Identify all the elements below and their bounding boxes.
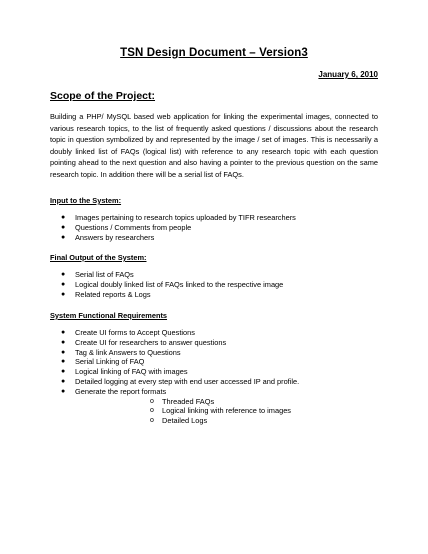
bullet-icon: ● (61, 271, 66, 278)
list-item: ● Tag & link Answers to Questions (61, 347, 181, 357)
bullet-icon: ● (61, 348, 66, 356)
list-item: ● Serial list of FAQs (61, 270, 134, 279)
list-item: ● Related reports & Logs (61, 289, 151, 299)
sub-list-item: o Threaded FAQs (150, 396, 215, 406)
bullet-icon: ● (61, 387, 66, 395)
input-list (0, 213, 296, 242)
document-date: January 6, 2010 (318, 70, 378, 79)
bullet-icon: ● (61, 338, 66, 346)
list-item: ● Create UI forms to Accept Questions (61, 328, 195, 337)
sub-list-item: o Detailed Logs (150, 416, 208, 426)
scope-paragraph: Building a PHP/ MySQL based web application for linking the experimental images, connected to various research topics, to the list of frequently asked questions / discussions about the research topic in question symbolized by and represented by the image / set of images. This is necessarily a doubly linked list of FAQs (logical list) with reference to any research topic with each question pointing ahead to the next question and also having a pointer to the previous question on the same research topic. In addition there will be a serial list of FAQs. (50, 112, 378, 179)
sub-list-item: o Logical linking with reference to images (150, 406, 291, 416)
input-heading: Input to the System: (50, 196, 122, 205)
output-list (0, 270, 283, 299)
list-item: ● Logical doubly linked list of FAQs linked to the respective image (61, 279, 284, 289)
list-item: ● Generate the report formats o Threaded FAQs o Logical linking with reference to images o Detailed Logs (0, 387, 299, 426)
list-item: ● Images pertaining to research topics uploaded by TIFR researchers (61, 213, 296, 222)
bullet-icon: ● (61, 290, 66, 298)
requirements-heading: System Functional Requirements (50, 311, 168, 320)
bullet-icon: ● (61, 223, 66, 231)
bullet-icon: ● (61, 280, 66, 288)
list-item: ● Detailed logging at every step with end user accessed IP and profile. (61, 376, 300, 386)
bullet-icon: ● (61, 233, 66, 241)
list-item: ● Questions / Comments from people (61, 222, 192, 232)
list-item: ● Answers by researchers (61, 232, 155, 242)
circle-bullet-icon: o (150, 407, 154, 415)
list-item: ● Logical linking of FAQ with images (61, 367, 188, 377)
list-item: ● Serial Linking of FAQ (61, 357, 145, 367)
bullet-icon: ● (61, 214, 66, 221)
output-heading: Final Output of the System: (50, 253, 147, 262)
report-formats-list (75, 397, 299, 426)
circle-bullet-icon: o (150, 397, 154, 405)
requirements-list (0, 328, 299, 426)
circle-bullet-icon: o (150, 417, 154, 425)
document-title: TSN Design Document – Version3 (120, 47, 308, 59)
bullet-icon: ● (61, 368, 66, 376)
bullet-icon: ● (61, 377, 66, 385)
bullet-icon: ● (61, 329, 66, 336)
list-item: ● Create UI for researchers to answer questions (61, 337, 227, 347)
bullet-icon: ● (61, 358, 66, 366)
scope-heading: Scope of the Project: (50, 90, 156, 102)
